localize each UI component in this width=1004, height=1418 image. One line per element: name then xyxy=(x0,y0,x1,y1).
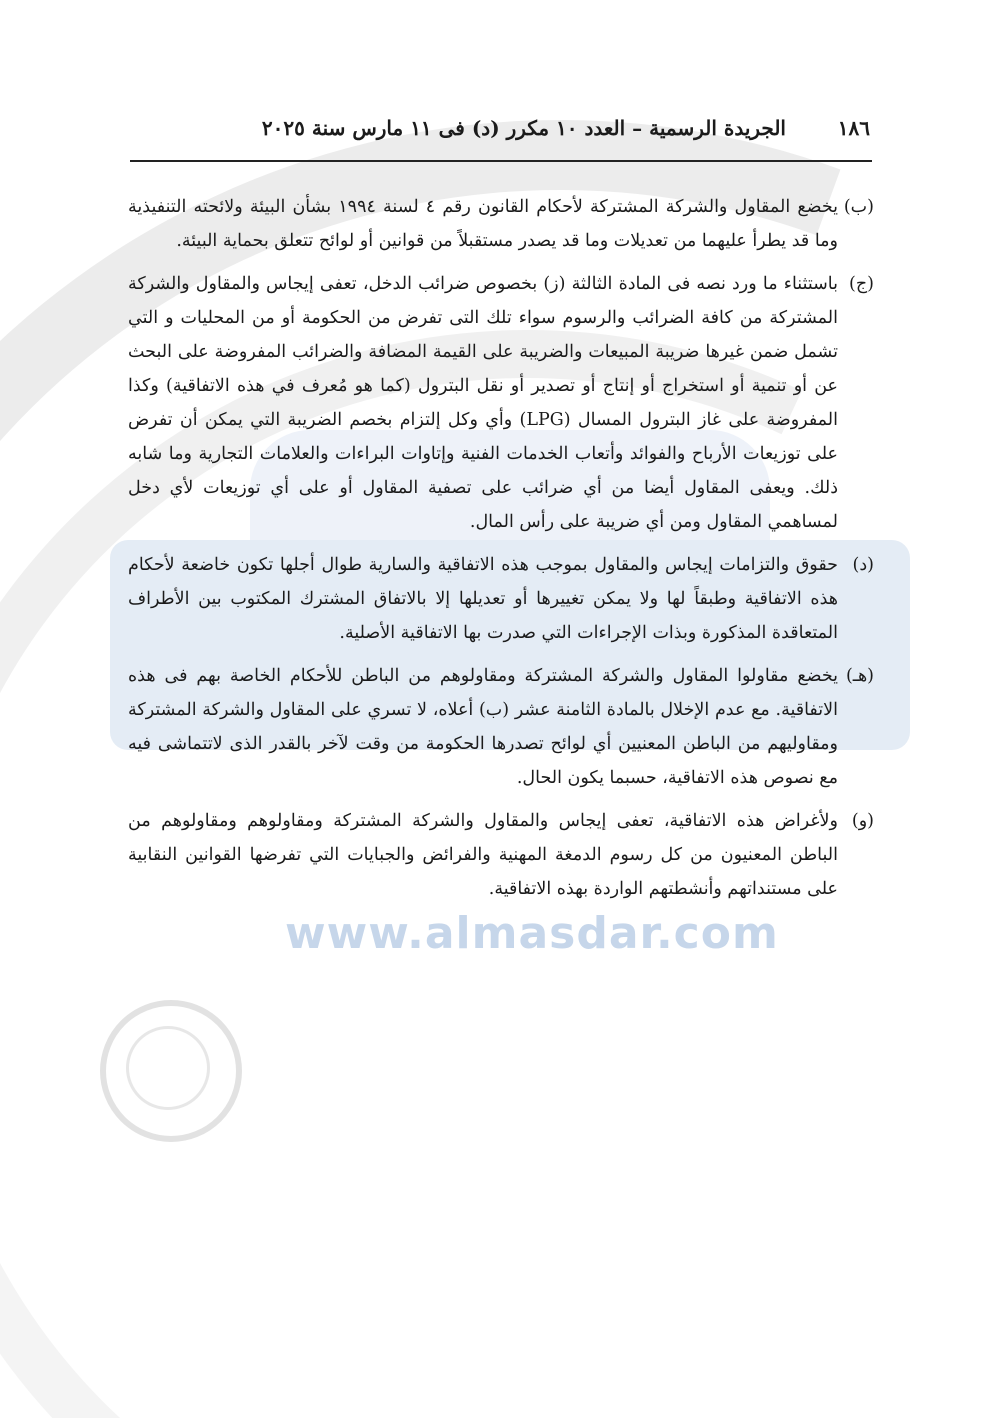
clause-marker: (د) xyxy=(852,555,874,575)
clause-text: يخضع مقاولوا المقاول والشركة المشتركة ومقاولوهم من الباطن للأحكام الخاصة بهم فى هذه الاتفاقية. مع عدم الإخلال بالمادة الثامنة عشر (ب) أعلاه، لا تسري على المقاول والشركة المشتركة ومقاوليهم من الباطن المعنيين أي لوائح تصدرها الحكومة من وقت لآخر بالقدر الذى لاتتماشى فيه مع نصوص هذه الاتفاقية، حسبما يكون الحال. xyxy=(128,666,838,788)
page-header xyxy=(130,116,872,162)
clause-text: حقوق والتزامات إيجاس والمقاول بموجب هذه الاتفاقية والسارية طوال أجلها تكون خاضعة لأحكام هذه الاتفاقية وطبقاً لها ولا يمكن تغييرها أو تعديلها إلا بالاتفاق المشترك المكتوب بين الأطراف المتعاقدة المذكورة وبذات الإجراءات التي صدرت بها الاتفاقية الأصلية. xyxy=(128,555,838,643)
gazette-title: الجريدة الرسمية – العدد ١٠ مكرر (د) فى ١١ مارس سنة ٢٠٢٥ xyxy=(261,116,786,140)
clause-marker: (و) xyxy=(851,811,874,831)
clause-text: باستثناء ما ورد نصه فى المادة الثالثة (ز) بخصوص ضرائب الدخل، تعفى إيجاس والمقاول والشركة المشتركة من كافة الضرائب والرسوم سواء تلك التى تفرض من الحكومة أو من المحليات و التي تشمل ضمن غيرها ضريبة المبيعات والضريبة على القيمة المضافة والضرائب المفروضة على البحث عن أو تنمية أو استخراج أو إنتاج أو تصدير أو نقل البترول (كما هو مُعرف في هذه الاتفاقية) وكذا المفروضة على غاز البترول المسال (LPG) وأي وكل إلتزام بخصم الضريبة التي يمكن أن تفرض على توزيعات الأرباح والفوائد وأتعاب الخدمات الفنية وإتاوات البراءات والعلامات التجارية وما شابه ذلك. ويعفى المقاول أيضا من أي ضرائب على تصفية المقاول أو على أي توزيعات لأي دخل لمساهمي المقاول ومن أي ضريبة على رأس المال. xyxy=(128,274,838,532)
document-body xyxy=(128,190,874,915)
clause-c xyxy=(128,267,874,539)
seal-stamp-icon xyxy=(100,1000,242,1142)
clause-e xyxy=(128,659,874,795)
watermark-url: www.almasdar.com xyxy=(285,908,779,959)
clause-d xyxy=(128,548,874,650)
clause-text: يخضع المقاول والشركة المشتركة لأحكام القانون رقم ٤ لسنة ١٩٩٤ بشأن البيئة ولائحته التنفيذية وما قد يطرأ عليهما من تعديلات وما قد يصدر مستقبلاً من قوانين أو لوائح تتعلق بحماية البيئة. xyxy=(128,197,838,251)
clause-marker: (ب) xyxy=(843,197,874,217)
clause-f xyxy=(128,804,874,906)
clause-text: ولأغراض هذه الاتفاقية، تعفى إيجاس والمقاول والشركة المشتركة ومقاولوهم ومقاولوهم من الباطن المعنيون من كل رسوم الدمغة المهنية والفرائض والجبايات التي تفرضها القوانين النقابية على مستنداتهم وأنشطتهم الواردة بهذه الاتفاقية. xyxy=(128,811,838,899)
page-number: ١٨٦ xyxy=(837,116,870,140)
clause-marker: (هـ) xyxy=(845,666,874,686)
clause-marker: (ج) xyxy=(849,274,874,294)
clause-b xyxy=(128,190,874,258)
